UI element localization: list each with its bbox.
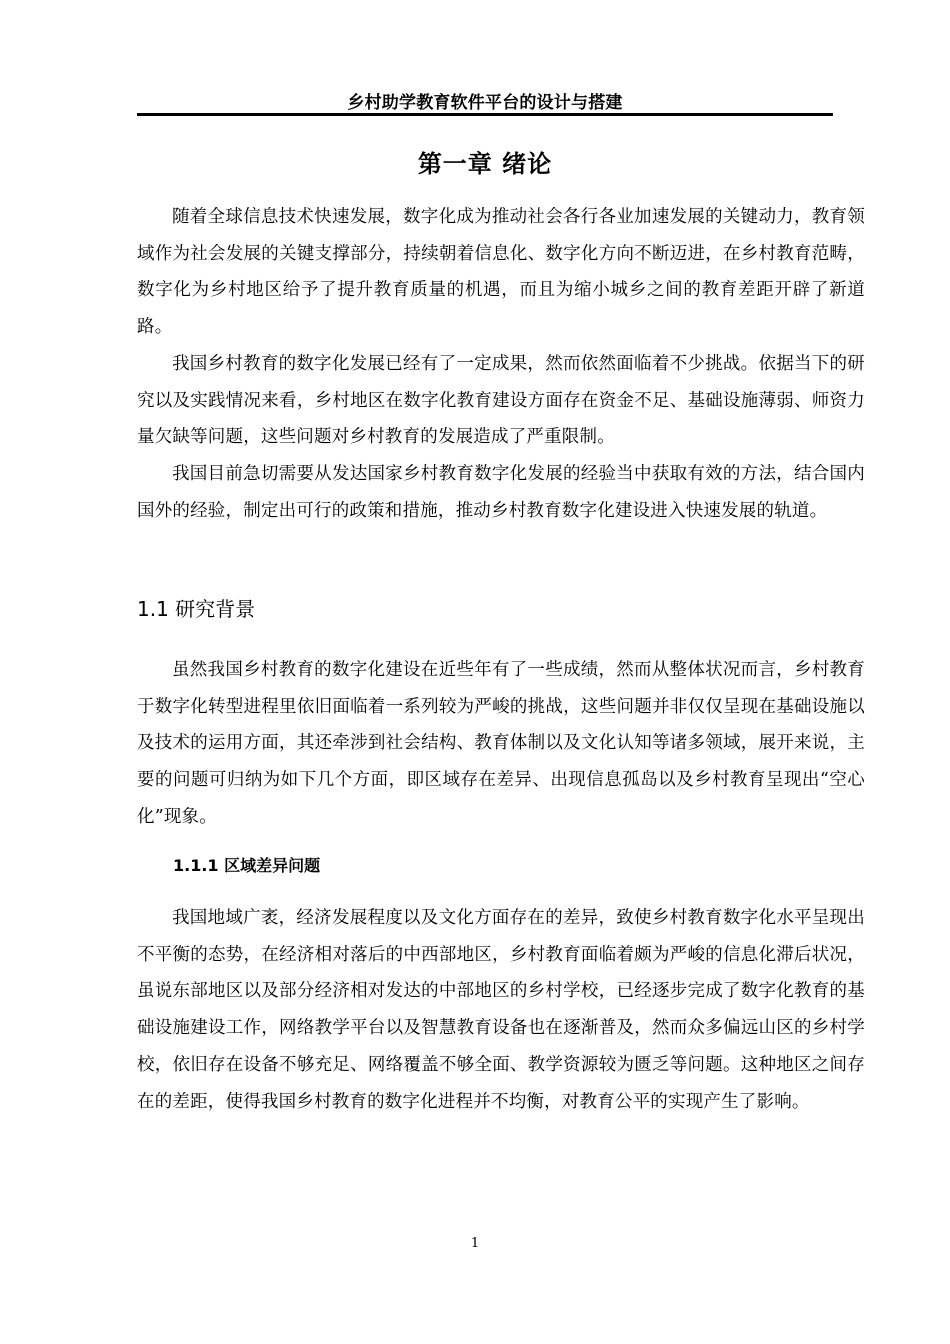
intro-paragraph-3: 我国目前急切需要从发达国家乡村教育数字化发展的经验当中获取有效的方法，结合国内国外的经验，制定出可行的政策和措施，推动乡村教育数字化建设进入快速发展的轨道。 [137, 464, 865, 521]
section-heading-1-1: 1.1 研究背景 [137, 597, 256, 621]
intro-paragraph-1: 随着全球信息技术快速发展，数字化成为推动社会各行各业加速发展的关键动力，教育领域作为社会发展的关键支撑部分，持续朝着信息化、数字化方向不断迈进，在乡村教育范畴，数字化为乡村地区给予了提升教育质量的机遇，而且为缩小城乡之间的教育差距开辟了新道路。 [137, 207, 865, 338]
section-1-1-paragraph: 虽然我国乡村教育的数字化建设在近些年有了一些成绩，然而从整体状况而言，乡村教育于数字化转型进程里依旧面临着一系列较为严峻的挑战，这些问题并非仅仅呈现在基础设施以及技术的运用方面，其还牵涉到社会结构、教育体制以及文化认知等诸多领域，展开来说，主要的问题可归纳为如下几个方面，即区域存在差异、出现信息孤岛以及乡村教育呈现出“空心化”现象。 [137, 660, 865, 827]
chapter-title: 第一章 绪论 [417, 150, 553, 178]
running-header-title: 乡村助学教育软件平台的设计与搭建 [347, 93, 623, 113]
page-number: 1 [470, 1236, 480, 1251]
intro-paragraph-2: 我国乡村教育的数字化发展已经有了一定成果，然而依然面临着不少挑战。依据当下的研究以及实践情况来看，乡村地区在数字化教育建设方面存在资金不足、基础设施薄弱、师资力量欠缺等问题，这些问题对乡村教育的发展造成了严重限制。 [137, 354, 865, 448]
section-1-1-1-paragraph: 我国地域广袤，经济发展程度以及文化方面存在的差异，致使乡村教育数字化水平呈现出不平衡的态势，在经济相对落后的中西部地区，乡村教育面临着颇为严峻的信息化滞后状况，虽说东部地区以及部分经济相对发达的中部地区的乡村学校，已经逐步完成了数字化教育的基础设施建设工作，网络教学平台以及智慧教育设备也在逐渐普及，然而众多偏远山区的乡村学校，依旧存在设备不够充足、网络覆盖不够全面、教学资源较为匮乏等问题。这种地区之间存在的差距，使得我国乡村教育的数字化进程并不均衡，对教育公平的实现产生了影响。 [137, 908, 865, 1112]
subsection-heading-1-1-1: 1.1.1 区域差异问题 [173, 856, 321, 875]
header-rule [137, 113, 833, 116]
